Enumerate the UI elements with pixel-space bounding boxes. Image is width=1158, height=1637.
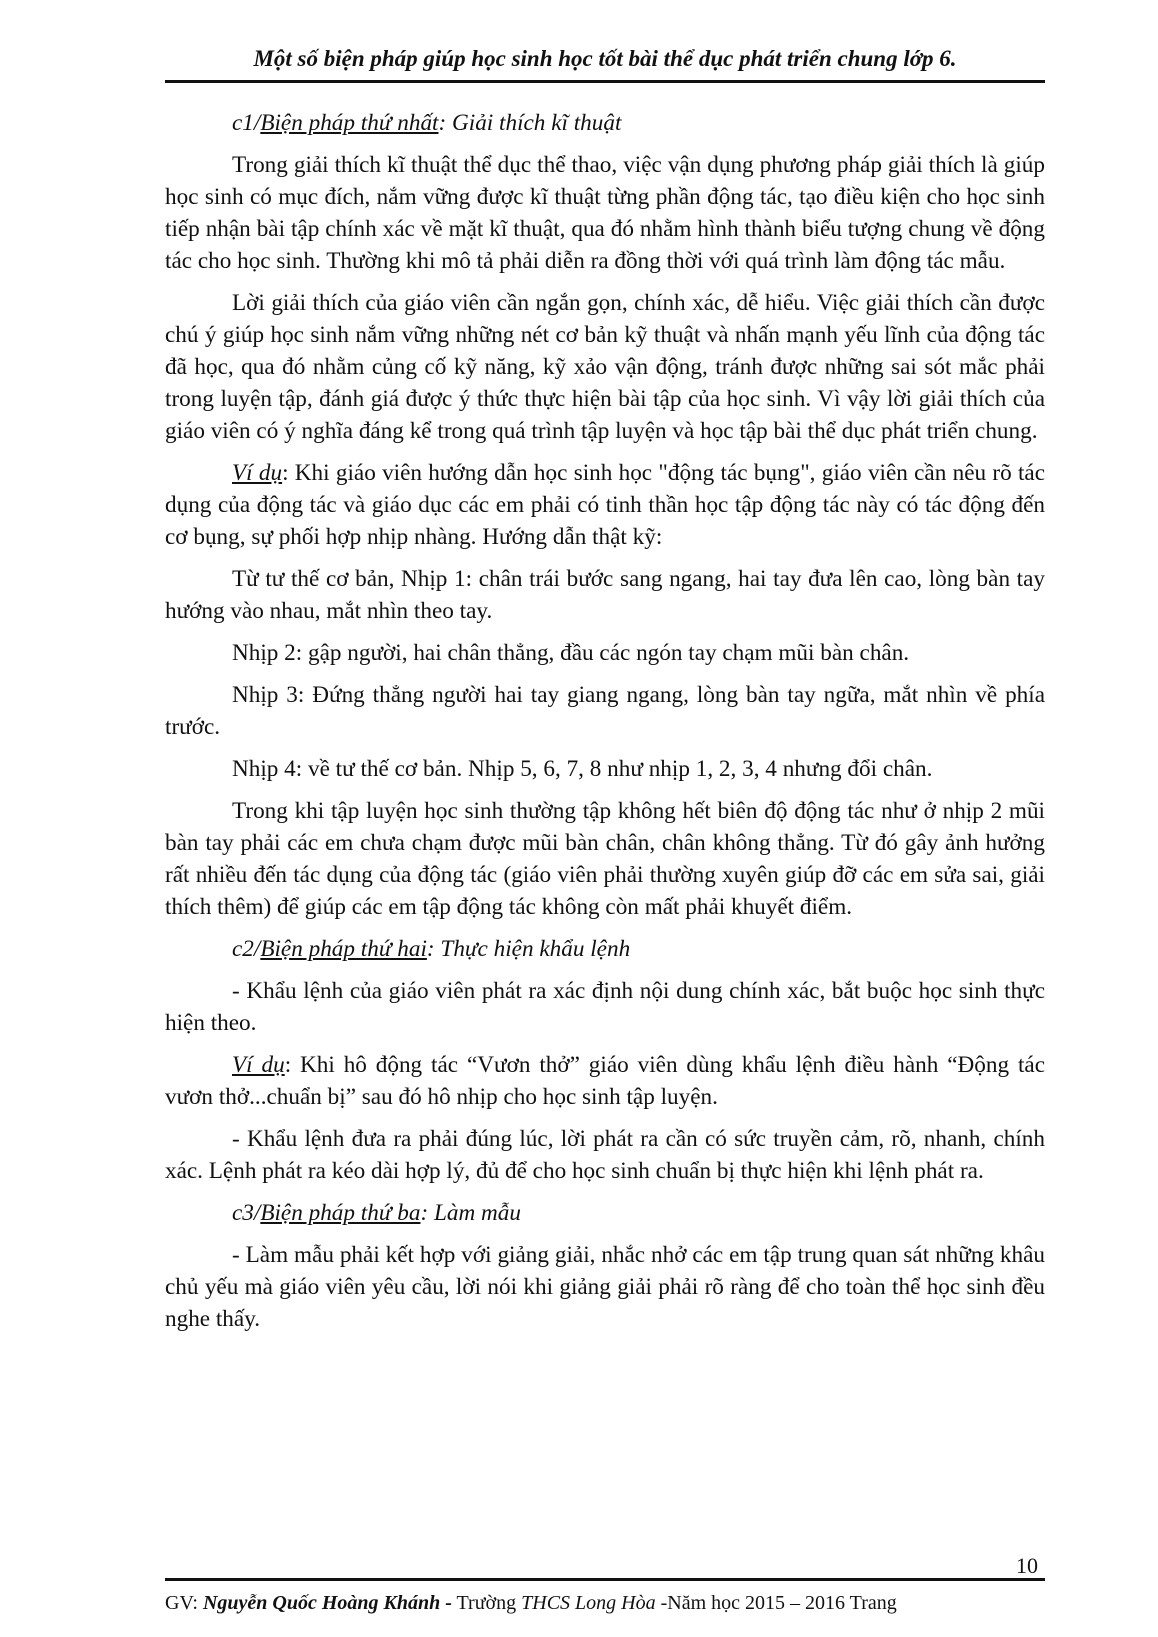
section-label: Biện pháp thứ ba: [260, 1200, 421, 1226]
paragraph: - Làm mẫu phải kết hợp với giảng giải, nhắc nhở các em tập trung quan sát những khâu chủ yếu mà giáo viên yêu cầu, lời nói khi giảng giải phải rõ ràng để cho toàn thể học sinh đều nghe thấy.: [165, 1242, 1045, 1332]
section-heading-c1: [165, 107, 1045, 139]
paragraph: - Khẩu lệnh của giáo viên phát ra xác định nội dung chính xác, bắt buộc học sinh thực hiện theo.: [165, 978, 1045, 1036]
section-title: : Giải thích kĩ thuật: [438, 110, 622, 136]
example-text: : Khi giáo viên hướng dẫn học sinh học "động tác bụng", giáo viên cần nêu rõ tác dụng của động tác và giáo dục các em phải có tinh thần học tập động tác này có tác động đến cơ bụng, sự phối hợp nhịp nhàng. Hướng dẫn thật kỹ:: [165, 460, 1045, 550]
page-footer: [165, 1592, 1045, 1615]
footer-divider: [165, 1578, 1045, 1581]
section-label: Biện pháp thứ nhất: [260, 110, 439, 136]
footer-teacher-name: Nguyễn Quốc Hoàng Khánh -: [202, 1592, 452, 1614]
example-paragraph: [165, 1049, 1045, 1113]
section-label: Biện pháp thứ hai: [260, 936, 427, 962]
footer-school-name: THCS Long Hòa: [521, 1592, 656, 1614]
paragraph: Từ tư thế cơ bản, Nhịp 1: chân trái bước sang ngang, hai tay đưa lên cao, lòng bàn tay hướng vào nhau, mắt nhìn theo tay.: [165, 566, 1045, 624]
paragraph: Nhịp 3: Đứng thẳng người hai tay giang ngang, lòng bàn tay ngữa, mắt nhìn về phía trước.: [165, 682, 1045, 740]
section-heading-c2: [165, 933, 1045, 965]
example-label: Ví dụ: [232, 460, 283, 486]
paragraph: - Khẩu lệnh đưa ra phải đúng lúc, lời phát ra cần có sức truyền cảm, rõ, nhanh, chính xác. Lệnh phát ra kéo dài hợp lý, đủ để cho học sinh chuẩn bị thực hiện khi lệnh phát ra.: [165, 1126, 1045, 1184]
section-heading-c3: [165, 1197, 1045, 1229]
section-number: c3/: [232, 1200, 261, 1226]
paragraph: Nhịp 2: gập người, hai chân thẳng, đầu các ngón tay chạm mũi bàn chân.: [232, 640, 910, 666]
footer-school-prefix: Trường: [451, 1592, 522, 1614]
section-title: : Làm mẫu: [420, 1200, 521, 1226]
section-title: : Thực hiện khẩu lệnh: [426, 936, 631, 962]
footer-gv-prefix: GV:: [165, 1592, 203, 1614]
paragraph: Trong khi tập luyện học sinh thường tập không hết biên độ động tác như ở nhịp 2 mũi bàn tay phải các em chưa chạm được mũi bàn chân, chân không thẳng. Từ đó gây ảnh hưởng rất nhiều đến tác dụng của động tác (giáo viên phải thường xuyên giúp đỡ các em sửa sai, giải thích thêm) để giúp các em tập động tác không còn mất phải khuyết điểm.: [165, 798, 1045, 920]
page-header-title: Một số biện pháp giúp học sinh học tốt bài thể dục phát triển chung lớp 6.: [253, 46, 957, 71]
section-number: c1/: [232, 110, 261, 136]
paragraph: Lời giải thích của giáo viên cần ngắn gọn, chính xác, dễ hiểu. Việc giải thích cần được chú ý giúp học sinh nắm vững những nét cơ bản kỹ thuật và nhấn mạnh yếu lĩnh của động tác đã học, qua đó nhằm củng cố kỹ năng, kỹ xảo vận động, tránh được những sai sót mắc phải trong luyện tập, đánh giá được ý thức thực hiện bài tập của học sinh. Vì vậy lời giải thích của giáo viên có ý nghĩa đáng kể trong quá trình tập luyện và học tập bài thể dục phát triển chung.: [165, 290, 1045, 444]
paragraph: Nhịp 4: về tư thế cơ bản. Nhịp 5, 6, 7, 8 như nhịp 1, 2, 3, 4 nhưng đổi chân.: [232, 756, 933, 782]
header-divider: [165, 80, 1045, 83]
page-number: 10: [1016, 1553, 1038, 1578]
section-number: c2/: [232, 936, 261, 962]
footer-year: -Năm học 2015 – 2016 Trang: [655, 1592, 897, 1614]
example-text: : Khi hô động tác “Vươn thở” giáo viên dùng khẩu lệnh điều hành “Động tác vươn thở...chuẩn bị” sau đó hô nhịp cho học sinh tập luyện.: [165, 1052, 1045, 1110]
document-body: [165, 107, 1045, 1345]
example-label: Ví dụ: [232, 1052, 285, 1078]
example-paragraph: [165, 457, 1045, 553]
paragraph: Trong giải thích kĩ thuật thể dục thể thao, việc vận dụng phương pháp giải thích là giúp học sinh có mục đích, nắm vững được kĩ thuật từng phần động tác, tạo điều kiện cho học sinh tiếp nhận bài tập chính xác về mặt kĩ thuật, qua đó nhằm hình thành biểu tượng chung về động tác cho học sinh. Thường khi mô tả phải diễn ra đồng thời với quá trình làm động tác mẫu.: [165, 152, 1045, 274]
